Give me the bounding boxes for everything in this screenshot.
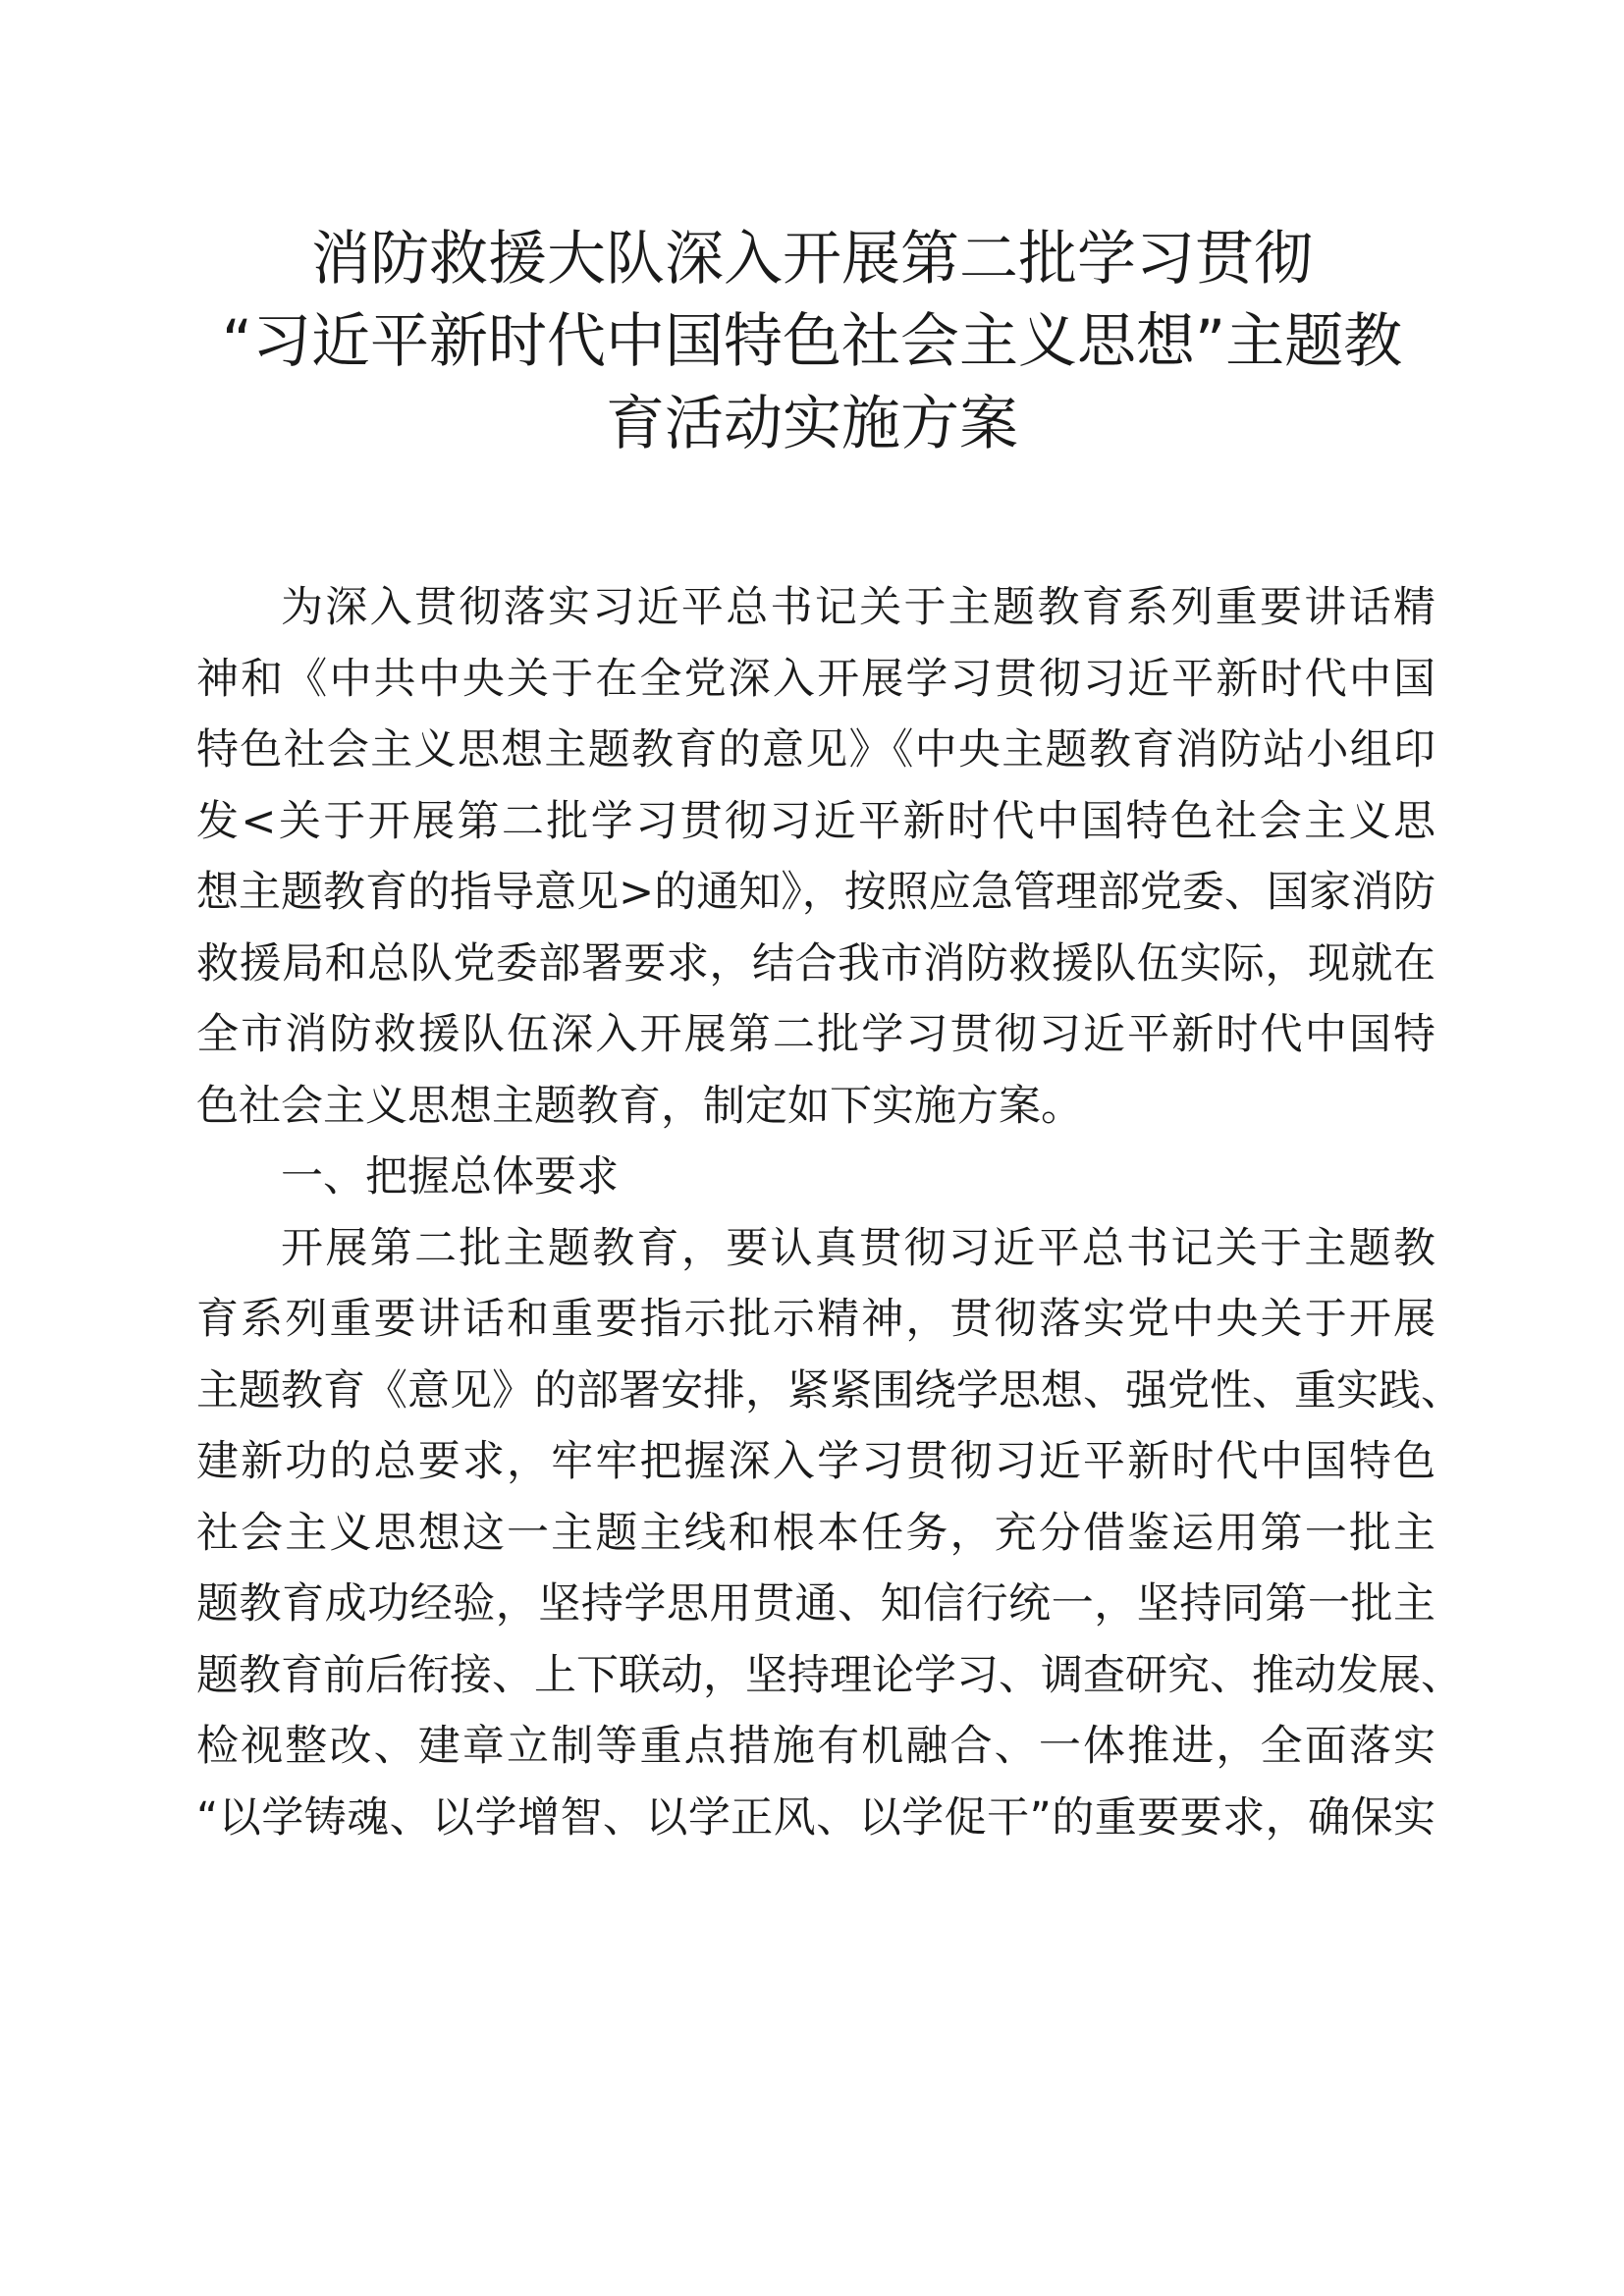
text-line: 色社会主义思想主题教育，制定如下实施方案。 <box>196 1081 1083 1131</box>
text-line: 全市消防救援队伍深入开展第二批学习贯彻习近平新时代中国特 <box>196 1010 1435 1059</box>
text-line: 特色社会主义思想主题教育的意见》《中央主题教育消防站小组印 <box>196 725 1435 774</box>
text-line: 题教育成功经验，坚持学思用贯通、知信行统一，坚持同第一批主 <box>196 1579 1435 1629</box>
text-line: 神和《中共中央关于在全党深入开展学习贯彻习近平新时代中国 <box>196 654 1435 704</box>
document-title <box>177 218 1447 465</box>
title-line: 消防救援大队深入开展第二批学习贯彻 <box>311 225 1313 294</box>
title-line: 育活动实施方案 <box>606 390 1018 458</box>
title-line: “习近平新时代中国特色社会主义思想”主题教 <box>221 307 1403 376</box>
text-line: 社会主义思想这一主题主线和根本任务，充分借鉴运用第一批主 <box>196 1508 1435 1558</box>
text-line: 题教育前后衔接、上下联动，坚持理论学习、调查研究、推动发展、 <box>196 1650 1463 1700</box>
intro-paragraph <box>196 572 1435 1142</box>
text-line: 主题教育《意见》的部署安排，紧紧围绕学思想、强党性、重实践、 <box>196 1365 1463 1415</box>
text-line: “以学铸魂、以学增智、以学正风、以学促干”的重要要求，确保实 <box>196 1792 1435 1842</box>
text-line: 开展第二批主题教育，要认真贯彻习近平总书记关于主题教 <box>281 1223 1435 1273</box>
section-heading <box>196 1142 1435 1213</box>
text-line: 检视整改、建章立制等重点措施有机融合、一体推进，全面落实 <box>196 1722 1435 1771</box>
requirements-paragraph <box>196 1213 1463 1854</box>
text-line: 建新功的总要求，牢牢把握深入学习贯彻习近平新时代中国特色 <box>196 1437 1435 1486</box>
text-line: 育系列重要讲话和重要指示批示精神，贯彻落实党中央关于开展 <box>196 1295 1435 1344</box>
text-line: 为深入贯彻落实习近平总书记关于主题教育系列重要讲话精 <box>281 583 1435 632</box>
document-body <box>196 572 1463 1853</box>
text-line: 救援局和总队党委部署要求，结合我市消防救援队伍实际，现就在 <box>196 938 1435 988</box>
text-line: 发<关于开展第二批学习贯彻习近平新时代中国特色社会主义思 <box>196 796 1435 846</box>
heading-line: 一、把握总体要求 <box>281 1152 619 1201</box>
text-line: 想主题教育的指导意见>的通知》，按照应急管理部党委、国家消防 <box>196 868 1435 917</box>
